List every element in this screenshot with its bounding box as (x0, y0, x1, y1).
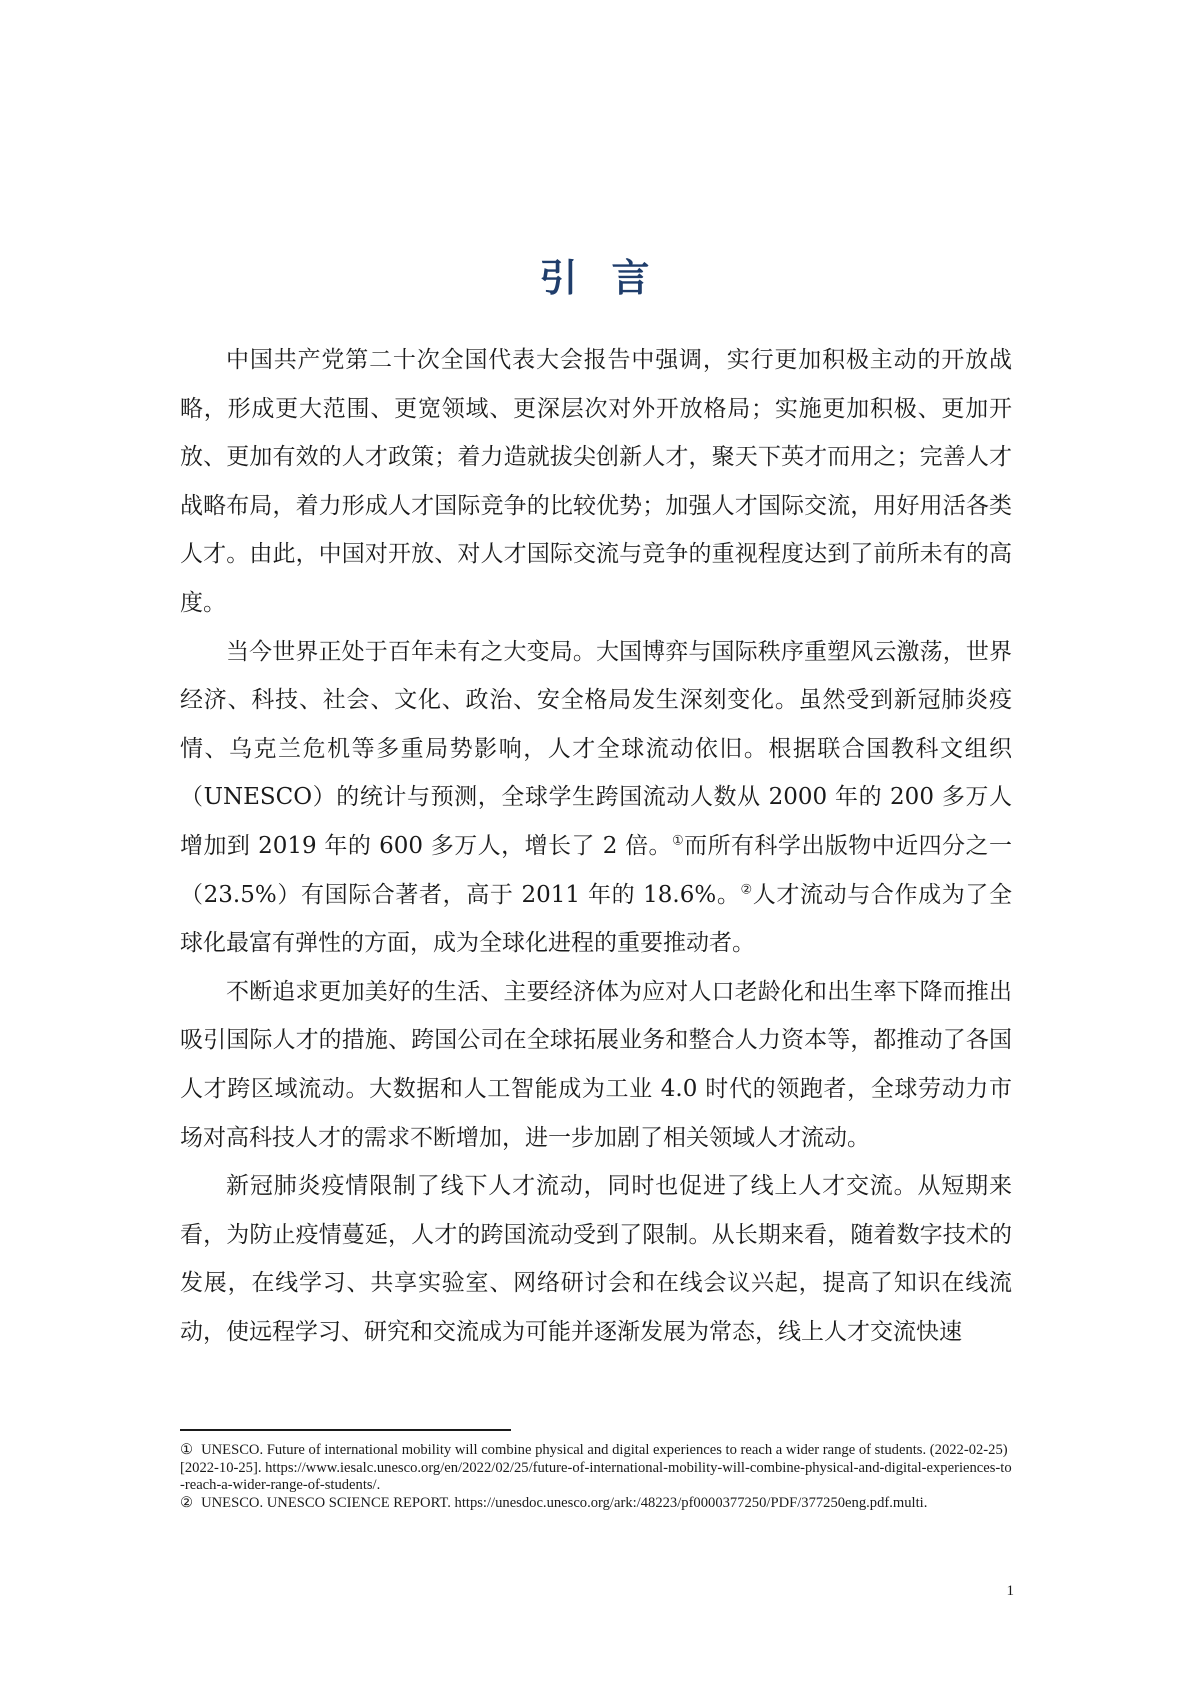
footnote-2-text: UNESCO. UNESCO SCIENCE REPORT. https://unesdoc.unesco.org/ark:/48223/pf0000377250/PDF/377250eng.pdf.multi. (201, 1494, 928, 1511)
footnote-1-text: UNESCO. Future of international mobility will combine physical and digital experiences to reach a wider range of students. (2022-02-25)[2022-10-25]. https://www.iesalc.unesco.org/en/2022/02/25/future-of-international-mobility-will-combine-physical-and-digital-experiences-to-reach-a-wider-range-of-students/. (180, 1442, 1012, 1493)
page-number: 1 (1006, 1583, 1014, 1599)
paragraph-2 (180, 628, 1012, 968)
footnote-2-mark: ② (180, 1494, 194, 1511)
footnotes (180, 1442, 1015, 1512)
footnote-ref-2[interactable]: ② (740, 881, 753, 897)
footnote-separator (180, 1429, 511, 1431)
page-title: 引言 (539, 256, 684, 301)
footnote-2 (180, 1495, 1015, 1513)
paragraph-4: 新冠肺炎疫情限制了线下人才流动，同时也促进了线上人才交流。从短期来看，为防止疫情蔓延，人才的跨国流动受到了限制。从长期来看，随着数字技术的发展，在线学习、共享实验室、网络研讨会和在线会议兴起，提高了知识在线流动，使远程学习、研究和交流成为可能并逐渐发展为常态，线上人才交流快速 (180, 1173, 1012, 1345)
paragraph-3: 不断追求更加美好的生活、主要经济体为应对人口老龄化和出生率下降而推出吸引国际人才的措施、跨国公司在全球拓展业务和整合人力资本等，都推动了各国人才跨区域流动。大数据和人工智能成为工业 4.0 时代的领跑者，全球劳动力市场对高科技人才的需求不断增加，进一步加剧了相关领域人才流动。 (180, 978, 1012, 1151)
body-text (180, 336, 1012, 1356)
paragraph-2-text-c: 人才流动与合作成为了全球化最富有弹性的方面，成为全球化进程的重要推动者。 (180, 881, 1012, 957)
footnote-1-mark: ① (180, 1442, 194, 1458)
paragraph-2-text-b: 而所有科学出版物中近四分之一（23.5%）有国际合著者，高于 2011 年的 18.6%。 (180, 832, 1012, 908)
footnote-1 (180, 1442, 1015, 1495)
footnote-ref-1[interactable]: ① (672, 833, 685, 849)
paragraph-1: 中国共产党第二十次全国代表大会报告中强调，实行更加积极主动的开放战略，形成更大范围、更宽领域、更深层次对外开放格局；实施更加积极、更加开放、更加有效的人才政策；着力造就拔尖创新人才，聚天下英才而用之；完善人才战略布局，着力形成人才国际竞争的比较优势；加强人才国际交流，用好用活各类人才。由此，中国对开放、对人才国际交流与竞争的重视程度达到了前所未有的高度。 (180, 347, 1012, 616)
paragraph-2-text-a: 当今世界正处于百年未有之大变局。大国博弈与国际秩序重塑风云激荡，世界经济、科技、社会、文化、政治、安全格局发生深刻变化。虽然受到新冠肺炎疫情、乌克兰危机等多重局势影响，人才全球流动依旧。根据联合国教科文组织（UNESCO）的统计与预测，全球学生跨国流动人数从 2000 年的 200 多万人增加到 2019 年的 600 多万人，增长了 2 倍。 (180, 638, 1012, 859)
